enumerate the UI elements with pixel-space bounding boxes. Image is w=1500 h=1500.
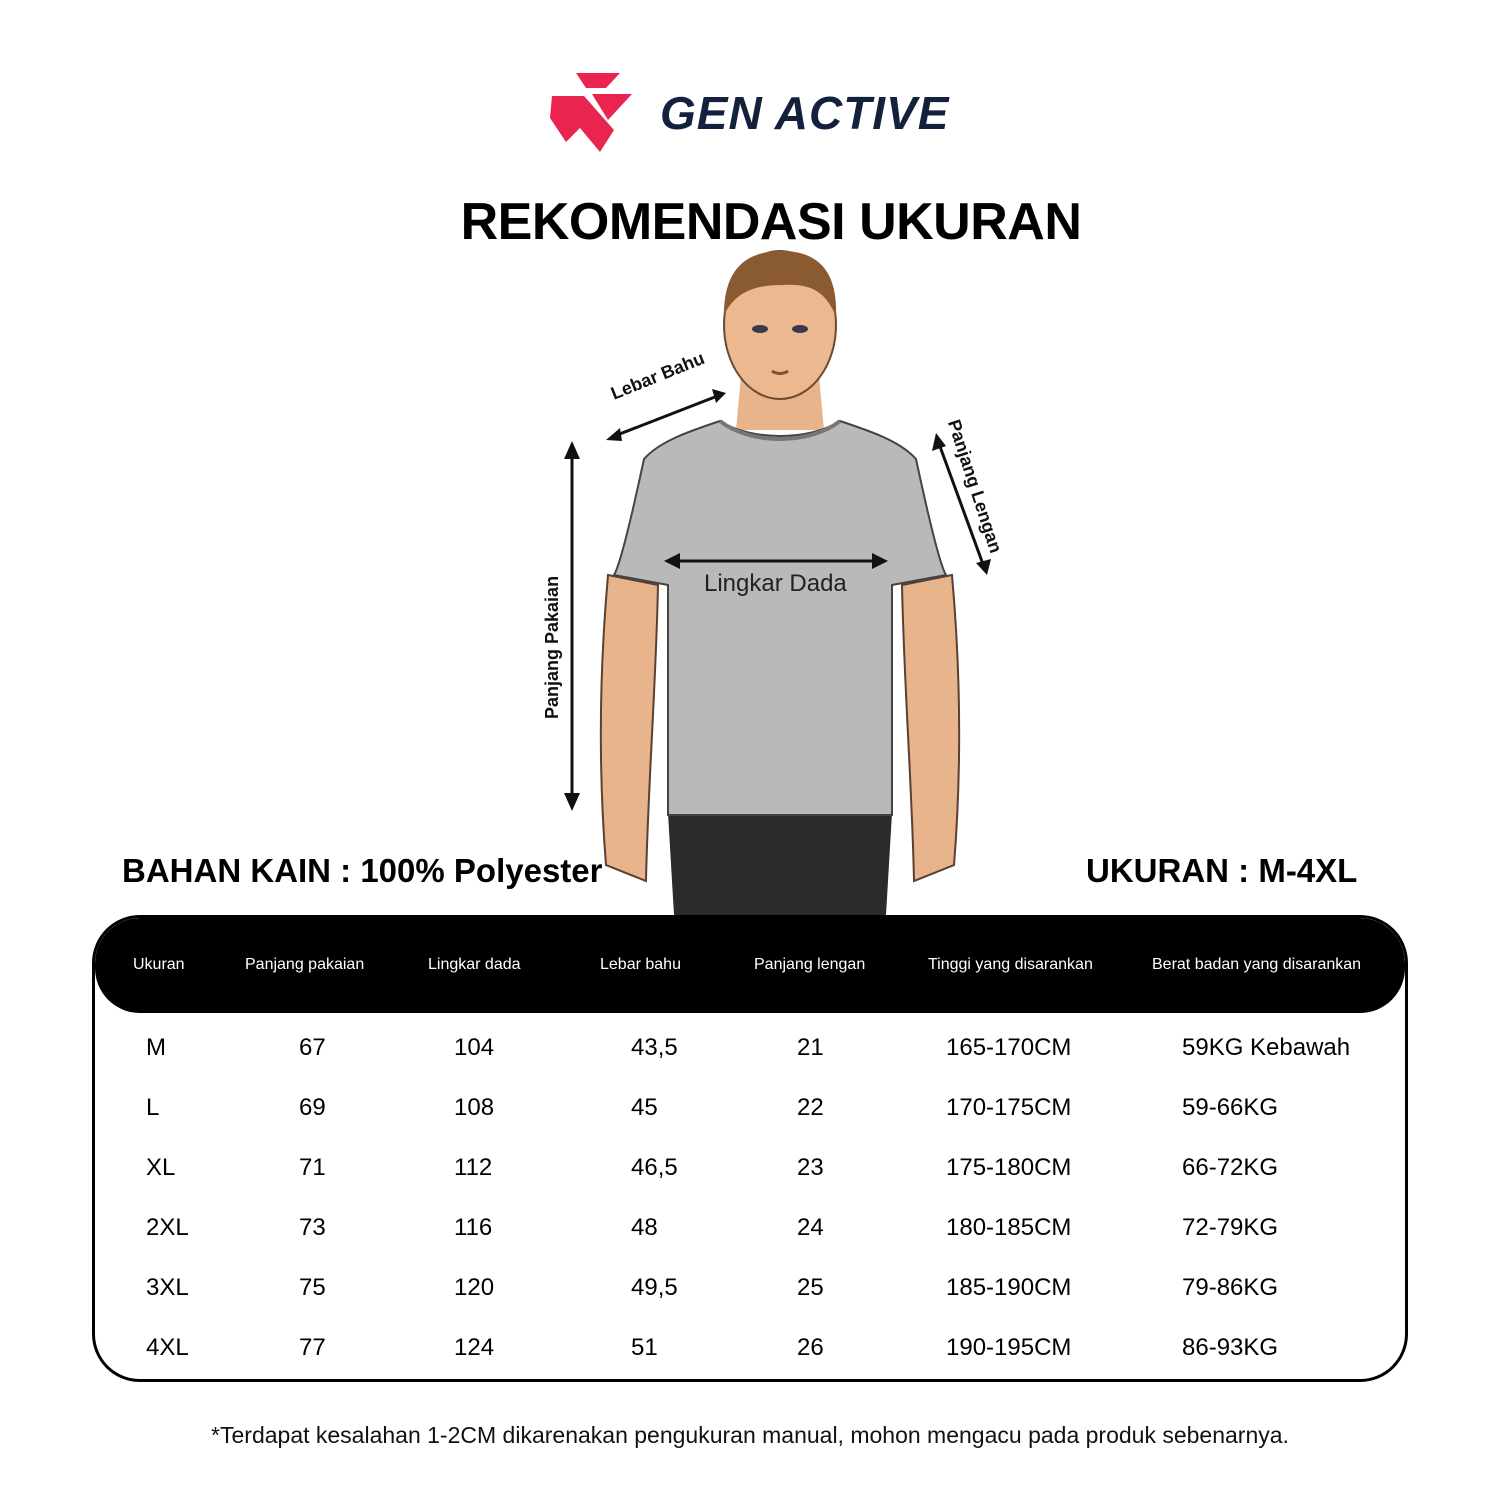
size-range-label: UKURAN :: [1086, 852, 1250, 889]
header-size: Ukuran: [133, 956, 185, 973]
header-weight: Berat badan yang disarankan: [1152, 956, 1362, 973]
fabric-value: 100% Polyester: [360, 852, 603, 889]
header-length: Panjang pakaian: [245, 956, 365, 973]
chest-circumference-label: Lingkar Dada: [704, 570, 847, 597]
brand-name: GEN ACTIVE: [660, 87, 950, 139]
brand: [548, 68, 948, 158]
header-sleeve: Panjang lengan: [754, 956, 866, 973]
size-range-info: [1086, 852, 1357, 890]
fabric-info: [122, 852, 602, 890]
header-chest: Lingkar dada: [428, 956, 521, 973]
size-range-value: M-4XL: [1258, 852, 1358, 889]
header-height: Tinggi yang disarankan: [928, 956, 1093, 973]
brand-logo-icon: [548, 68, 648, 158]
model-figure: [520, 245, 1040, 915]
table-header: [95, 918, 1405, 1013]
footnote: *Terdapat kesalahan 1-2CM dikarenakan pengukuran manual, mohon mengacu pada produk sebenarnya.: [211, 1422, 1289, 1448]
garment-length-label: Panjang Pakaian: [542, 575, 562, 719]
sleeve-length-label: Panjang Lengan: [943, 417, 1006, 556]
size-table: Ukuran Panjang pakaian Lingkar dada Lebar bahu Panjang lengan Tinggi yang disarankan Berat badan yang disarankan M 67 104 43,5 21 165-170CM 59KG Kebawah L 69 108 45 22 170-175CM 59-66KG XL 71 112 46,5 23 175-180CM 66-72KG 2XL 73 116 48 24 180-185CM 72-79KG 3XL 75 120 49,5 25 185-190CM 79-86KG 4XL 77 124 51 26 190-195CM 86-93KG: [92, 915, 1408, 1382]
page-title: REKOMENDASI UKURAN: [460, 193, 1082, 251]
fabric-label: BAHAN KAIN :: [122, 852, 352, 889]
header-shoulder: Lebar bahu: [600, 956, 681, 973]
shoulder-width-label: Lebar Bahu: [608, 347, 708, 404]
